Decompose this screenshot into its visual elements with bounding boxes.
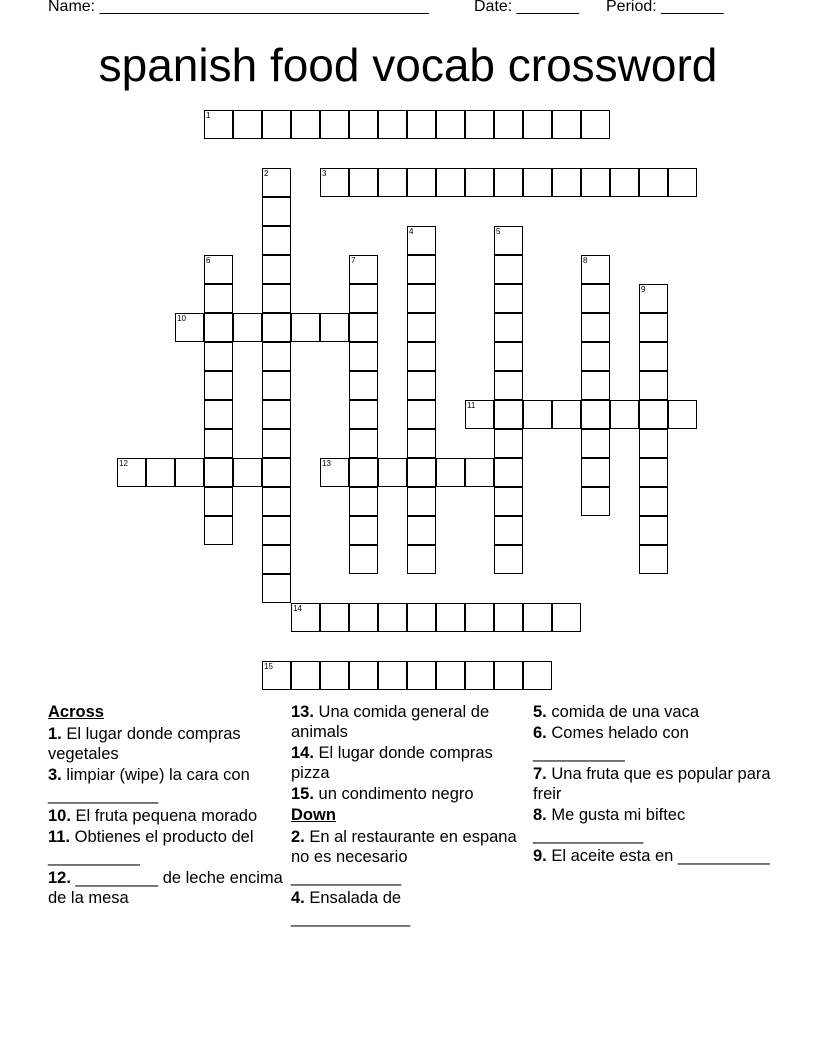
crossword-cell[interactable]: [523, 603, 552, 632]
crossword-cell[interactable]: [581, 371, 610, 400]
clue-number: 12.: [48, 869, 71, 887]
crossword-cell[interactable]: [262, 574, 291, 603]
crossword-cell[interactable]: [291, 661, 320, 690]
crossword-cell[interactable]: [610, 168, 639, 197]
crossword-cell[interactable]: [552, 110, 581, 139]
clue-number-label: 11: [467, 401, 476, 410]
crossword-cell[interactable]: [494, 661, 523, 690]
crossword-cell[interactable]: [523, 110, 552, 139]
crossword-cell[interactable]: [639, 516, 668, 545]
crossword-cell[interactable]: [436, 110, 465, 139]
clue-across-12: [48, 868, 283, 908]
crossword-cell[interactable]: [494, 168, 523, 197]
clue-number: 3.: [48, 766, 62, 784]
clue-across-11: [48, 827, 283, 867]
crossword-cell[interactable]: [581, 284, 610, 313]
crossword-cell[interactable]: [581, 313, 610, 342]
clue-text: En al restaurante en espana no es necesario ____________: [291, 828, 517, 886]
crossword-cell[interactable]: [204, 516, 233, 545]
clues-column-2: [291, 702, 521, 929]
crossword-cell[interactable]: [552, 400, 581, 429]
crossword-cell[interactable]: [262, 545, 291, 574]
crossword-cell[interactable]: [262, 284, 291, 313]
crossword-cell[interactable]: [407, 661, 436, 690]
crossword-cell[interactable]: [233, 110, 262, 139]
clue-number: 13.: [291, 703, 314, 721]
crossword-cell[interactable]: [407, 400, 436, 429]
crossword-cell[interactable]: [175, 458, 204, 487]
crossword-cell[interactable]: [639, 458, 668, 487]
clue-number: 8.: [533, 806, 547, 824]
crossword-cell[interactable]: [639, 429, 668, 458]
crossword-cell[interactable]: [407, 458, 436, 487]
crossword-cell[interactable]: [378, 603, 407, 632]
crossword-cell[interactable]: [349, 661, 378, 690]
clue-text: Ensalada de _____________: [291, 889, 411, 927]
crossword-cell[interactable]: [407, 255, 436, 284]
crossword-cell[interactable]: [639, 487, 668, 516]
crossword-cell[interactable]: [494, 400, 523, 429]
crossword-cell[interactable]: [349, 110, 378, 139]
crossword-cell[interactable]: [320, 110, 349, 139]
crossword-cell[interactable]: [581, 168, 610, 197]
crossword-cell[interactable]: [465, 661, 494, 690]
clue-number: 4.: [291, 889, 305, 907]
crossword-cell[interactable]: [291, 313, 320, 342]
crossword-cell[interactable]: [262, 371, 291, 400]
crossword-cell[interactable]: [378, 661, 407, 690]
name-field[interactable]: Name: _____________________________________: [48, 0, 429, 15]
crossword-cell[interactable]: [494, 284, 523, 313]
crossword-cell[interactable]: [320, 168, 349, 197]
clue-number-label: 5: [496, 227, 501, 236]
crossword-cell[interactable]: [291, 603, 320, 632]
clue-number-label: 2: [264, 169, 269, 178]
crossword-cell[interactable]: [494, 342, 523, 371]
crossword-cell[interactable]: [639, 284, 668, 313]
crossword-cell[interactable]: [378, 168, 407, 197]
crossword-cell[interactable]: [349, 458, 378, 487]
clue-number-label: 4: [409, 227, 414, 236]
crossword-cell[interactable]: [204, 429, 233, 458]
crossword-cell[interactable]: [407, 110, 436, 139]
crossword-cell[interactable]: [262, 226, 291, 255]
crossword-cell[interactable]: [610, 400, 639, 429]
crossword-cell[interactable]: [262, 110, 291, 139]
clue-number: 15.: [291, 785, 314, 803]
crossword-cell[interactable]: [494, 458, 523, 487]
crossword-cell[interactable]: [436, 168, 465, 197]
clue-down-9: [533, 846, 773, 866]
crossword-cell[interactable]: [407, 516, 436, 545]
crossword-cell[interactable]: [378, 458, 407, 487]
crossword-cell[interactable]: [349, 313, 378, 342]
crossword-cell[interactable]: [262, 429, 291, 458]
clue-down-5: [533, 702, 773, 722]
crossword-cell[interactable]: [320, 458, 349, 487]
crossword-cell[interactable]: [523, 168, 552, 197]
crossword-cell[interactable]: [494, 603, 523, 632]
crossword-cell[interactable]: [204, 400, 233, 429]
clue-number-label: 7: [351, 256, 356, 265]
crossword-cell[interactable]: [262, 168, 291, 197]
clue-number: 11.: [48, 828, 71, 846]
crossword-cell[interactable]: [378, 110, 407, 139]
clue-text: Una fruta que es popular para freir: [533, 765, 771, 803]
clue-text: Me gusta mi biftec ____________: [533, 806, 686, 844]
crossword-cell[interactable]: [436, 458, 465, 487]
crossword-cell[interactable]: [204, 487, 233, 516]
crossword-cell[interactable]: [639, 313, 668, 342]
crossword-cell[interactable]: [204, 313, 233, 342]
crossword-cell[interactable]: [465, 458, 494, 487]
crossword-cell[interactable]: [552, 603, 581, 632]
clue-across-1: [48, 724, 283, 764]
clue-number-label: 8: [583, 256, 588, 265]
crossword-cell[interactable]: [262, 661, 291, 690]
clue-text: _________ de leche encima de la mesa: [48, 869, 283, 907]
crossword-cell[interactable]: [407, 342, 436, 371]
crossword-cell[interactable]: [407, 168, 436, 197]
crossword-cell[interactable]: [349, 371, 378, 400]
clue-text: un condimento negro: [313, 785, 474, 803]
date-field[interactable]: Date: _______: [474, 0, 579, 15]
clue-number: 10.: [48, 807, 71, 825]
clue-number-label: 9: [641, 285, 646, 294]
crossword-cell[interactable]: [175, 313, 204, 342]
clue-number-label: 3: [322, 169, 327, 178]
clue-across-10: [48, 806, 283, 826]
crossword-cell[interactable]: [581, 458, 610, 487]
crossword-cell[interactable]: [204, 342, 233, 371]
crossword-cell[interactable]: [407, 603, 436, 632]
crossword-cell[interactable]: [581, 429, 610, 458]
clue-text: limpiar (wipe) la cara con ____________: [48, 766, 250, 804]
crossword-cell[interactable]: [262, 458, 291, 487]
clue-down-2: [291, 827, 521, 887]
clue-number-label: 15: [264, 662, 273, 671]
crossword-cell[interactable]: [204, 110, 233, 139]
down-heading: Down: [291, 806, 336, 824]
clue-number-label: 10: [177, 314, 186, 323]
clue-across-3: [48, 765, 283, 805]
crossword-cell[interactable]: [291, 110, 320, 139]
across-heading: Across: [48, 703, 104, 721]
clue-down-7: [533, 764, 773, 804]
crossword-cell[interactable]: [349, 400, 378, 429]
crossword-cell[interactable]: [262, 400, 291, 429]
crossword-cell[interactable]: [407, 545, 436, 574]
crossword-cell[interactable]: [407, 487, 436, 516]
clue-across-13: [291, 702, 521, 742]
crossword-cell[interactable]: [581, 255, 610, 284]
crossword-cell[interactable]: [639, 545, 668, 574]
crossword-cell[interactable]: [668, 400, 697, 429]
crossword-cell[interactable]: [204, 371, 233, 400]
clue-number: 2.: [291, 828, 305, 846]
crossword-cell[interactable]: [639, 400, 668, 429]
crossword-cell[interactable]: [146, 458, 175, 487]
crossword-cell[interactable]: [204, 255, 233, 284]
crossword-cell[interactable]: [494, 226, 523, 255]
crossword-cell[interactable]: [262, 197, 291, 226]
period-field[interactable]: Period: _______: [606, 0, 724, 15]
crossword-cell[interactable]: [465, 110, 494, 139]
clue-text: El lugar donde compras pizza: [291, 744, 493, 782]
crossword-cell[interactable]: [117, 458, 146, 487]
crossword-cell[interactable]: [407, 429, 436, 458]
clue-number-label: 6: [206, 256, 211, 265]
clue-number: 1.: [48, 725, 62, 743]
crossword-cell[interactable]: [407, 284, 436, 313]
crossword-cell[interactable]: [262, 342, 291, 371]
crossword-cell[interactable]: [465, 400, 494, 429]
clue-across-15: [291, 784, 521, 804]
crossword-cell[interactable]: [320, 603, 349, 632]
clue-across-14: [291, 743, 521, 783]
clue-number-label: 14: [293, 604, 302, 613]
clue-number-label: 13: [322, 459, 331, 468]
crossword-cell[interactable]: [581, 342, 610, 371]
crossword-cell[interactable]: [436, 661, 465, 690]
crossword-cell[interactable]: [349, 487, 378, 516]
clue-text: comida de una vaca: [546, 703, 700, 721]
crossword-cell[interactable]: [349, 603, 378, 632]
crossword-cell[interactable]: [349, 168, 378, 197]
crossword-cell[interactable]: [349, 255, 378, 284]
crossword-cell[interactable]: [204, 284, 233, 313]
crossword-cell[interactable]: [436, 603, 465, 632]
crossword-cell[interactable]: [262, 313, 291, 342]
crossword-cell[interactable]: [349, 284, 378, 313]
crossword-cell[interactable]: [494, 255, 523, 284]
crossword-cell[interactable]: [407, 313, 436, 342]
page-title: spanish food vocab crossword: [98, 39, 718, 91]
crossword-cell[interactable]: [465, 168, 494, 197]
clue-text: El fruta pequena morado: [70, 807, 258, 825]
crossword-cell[interactable]: [494, 313, 523, 342]
crossword-cell[interactable]: [349, 516, 378, 545]
crossword-cell[interactable]: [581, 487, 610, 516]
crossword-cell[interactable]: [581, 400, 610, 429]
crossword-cell[interactable]: [349, 342, 378, 371]
crossword-cell[interactable]: [581, 110, 610, 139]
clue-down-6: [533, 723, 773, 763]
clues-column-1: [48, 702, 283, 909]
crossword-cell[interactable]: [262, 255, 291, 284]
crossword-cell[interactable]: [494, 429, 523, 458]
crossword-cell[interactable]: [262, 516, 291, 545]
crossword-cell[interactable]: [407, 371, 436, 400]
crossword-cell[interactable]: [262, 487, 291, 516]
clue-number-label: 12: [119, 459, 128, 468]
crossword-cell[interactable]: [523, 661, 552, 690]
clue-text: Comes helado con __________: [533, 724, 689, 762]
crossword-cell[interactable]: [233, 458, 262, 487]
clue-text: Una comida general de animals: [291, 703, 490, 741]
crossword-cell[interactable]: [204, 458, 233, 487]
crossword-cell[interactable]: [349, 429, 378, 458]
clue-number: 6.: [533, 724, 547, 742]
crossword-cell[interactable]: [639, 342, 668, 371]
clue-number: 9.: [533, 847, 547, 865]
crossword-cell[interactable]: [407, 226, 436, 255]
clue-down-8: [533, 805, 773, 845]
crossword-cell[interactable]: [320, 313, 349, 342]
crossword-cell[interactable]: [494, 371, 523, 400]
crossword-cell[interactable]: [639, 168, 668, 197]
clue-number: 14.: [291, 744, 314, 762]
crossword-cell[interactable]: [494, 545, 523, 574]
clue-number: 7.: [533, 765, 547, 783]
crossword-cell[interactable]: [523, 400, 552, 429]
clue-number: 5.: [533, 703, 547, 721]
crossword-cell[interactable]: [465, 603, 494, 632]
crossword-cell[interactable]: [494, 516, 523, 545]
clue-down-4: [291, 888, 521, 928]
clue-number-label: 1: [206, 111, 211, 120]
crossword-cell[interactable]: [233, 313, 262, 342]
crossword-cell[interactable]: [320, 661, 349, 690]
clue-text: El lugar donde compras vegetales: [48, 725, 241, 763]
crossword-cell[interactable]: [552, 168, 581, 197]
crossword-cell[interactable]: [494, 110, 523, 139]
clue-text: Obtienes el producto del __________: [48, 828, 254, 866]
crossword-cell[interactable]: [639, 371, 668, 400]
crossword-cell[interactable]: [668, 168, 697, 197]
crossword-cell[interactable]: [349, 545, 378, 574]
crossword-cell[interactable]: [494, 487, 523, 516]
clues-column-3: [533, 702, 773, 867]
clue-text: El aceite esta en __________: [546, 847, 770, 865]
